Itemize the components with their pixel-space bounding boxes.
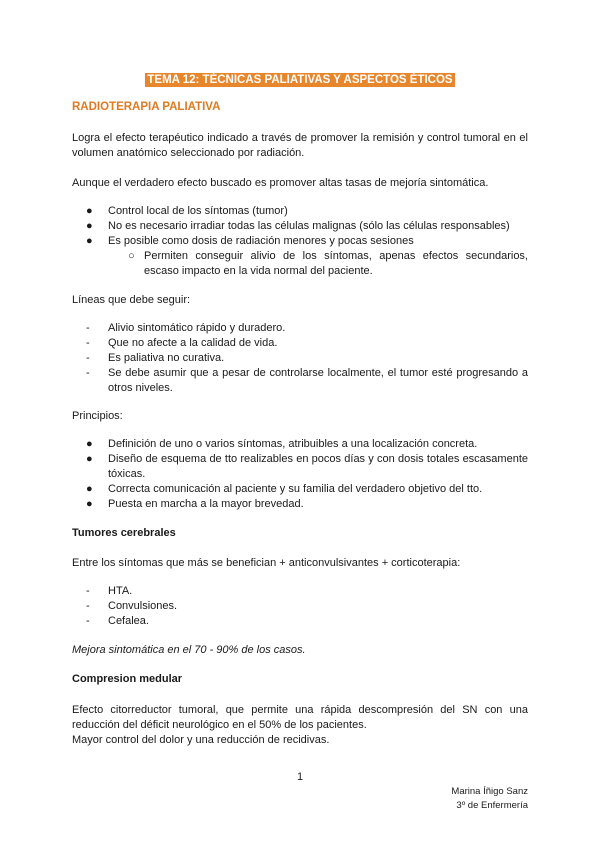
dash-icon: - (86, 337, 90, 349)
list-item: ● Diseño de esquema de tto realizables en pocos días y con dosis totales escasamente tóxicas. (86, 453, 528, 480)
list-item: - Cefalea. (86, 615, 149, 627)
page-number: 1 (296, 771, 304, 783)
list-item: ● Correcta comunicación al paciente y su familia del verdadero objetivo del tto. (86, 483, 483, 495)
list-radioterapia (72, 204, 528, 279)
list-item: - Alivio sintomático rápido y duradero. (86, 322, 286, 334)
list-item: ● Es posible como dosis de radiación menores y pocas sesiones (86, 235, 414, 247)
bullet-icon: ● (86, 205, 93, 217)
list-item: - Convulsiones. (86, 600, 178, 612)
dash-icon: - (86, 367, 90, 379)
list-item: - Que no afecte a la calidad de vida. (86, 337, 278, 349)
list-item: ● Control local de los síntomas (tumor) (86, 205, 288, 217)
intro-paragraph: Logra el efecto terapéutico indicado a través de promover la remisión y control tumoral en el volumen anatómico seleccionado por radiación. (72, 132, 528, 159)
footer-author: Marina Íñigo Sanz (451, 786, 528, 797)
dash-icon: - (86, 322, 90, 334)
circle-bullet-icon: ○ (128, 250, 135, 262)
bullet-icon: ● (86, 220, 93, 232)
tumores-paragraph: Entre los síntomas que más se benefician + anticonvulsivantes + corticoterapia: (72, 557, 461, 569)
list-item: - Se debe asumir que a pesar de controlarse localmente, el tumor esté progresando a otros niveles. (86, 367, 528, 394)
bullet-icon: ● (86, 483, 93, 495)
compresion-heading: Compresion medular (72, 673, 183, 685)
bullet-icon: ● (86, 498, 93, 510)
compresion-paragraph-2: Mayor control del dolor y una reducción de recidivas. (72, 734, 330, 746)
bullet-icon: ● (86, 453, 93, 465)
list-item: - Es paliativa no curativa. (86, 352, 225, 364)
dash-icon: - (86, 585, 90, 597)
principles-label: Principios: (72, 410, 123, 422)
compresion-paragraph: Efecto citorreductor tumoral, que permite una rápida descompresión del SN con una reducción del déficit neurológico en el 50% de los pacientes. (72, 704, 528, 731)
document-title: TEMA 12: TÉCNICAS PALIATIVAS Y ASPECTOS ÉTICOS (147, 74, 453, 86)
tumores-heading: Tumores cerebrales (72, 527, 176, 539)
dash-icon: - (86, 615, 90, 627)
sub-list-item: ○ Permiten conseguir alivio de los síntomas, apenas efectos secundarios, escaso impacto en la vida normal del paciente. (128, 250, 528, 277)
list-item: ● Puesta en marcha a la mayor brevedad. (86, 498, 304, 510)
dash-icon: - (86, 352, 90, 364)
section-heading: RADIOTERAPIA PALIATIVA (72, 101, 221, 113)
italic-note: Mejora sintomática en el 70 - 90% de los casos. (72, 644, 306, 656)
list-item: ● No es necesario irradiar todas las células malignas (sólo las células responsables) (86, 220, 510, 232)
lines-label: Líneas que debe seguir: (72, 294, 191, 306)
title-container (0, 70, 600, 88)
list-tumores (72, 584, 528, 629)
bullet-icon: ● (86, 438, 93, 450)
list-item: - HTA. (86, 585, 133, 597)
bullet-icon: ● (86, 235, 93, 247)
intro-paragraph-2: Aunque el verdadero efecto buscado es promover altas tasas de mejoría sintomática. (72, 177, 489, 189)
footer (451, 785, 528, 813)
list-item: ● Definición de uno o varios síntomas, atribuibles a una localización concreta. (86, 438, 478, 450)
list-principios (72, 437, 528, 512)
dash-icon: - (86, 600, 90, 612)
list-lineas (72, 321, 528, 396)
footer-course: 3º de Enfermería (456, 800, 528, 811)
